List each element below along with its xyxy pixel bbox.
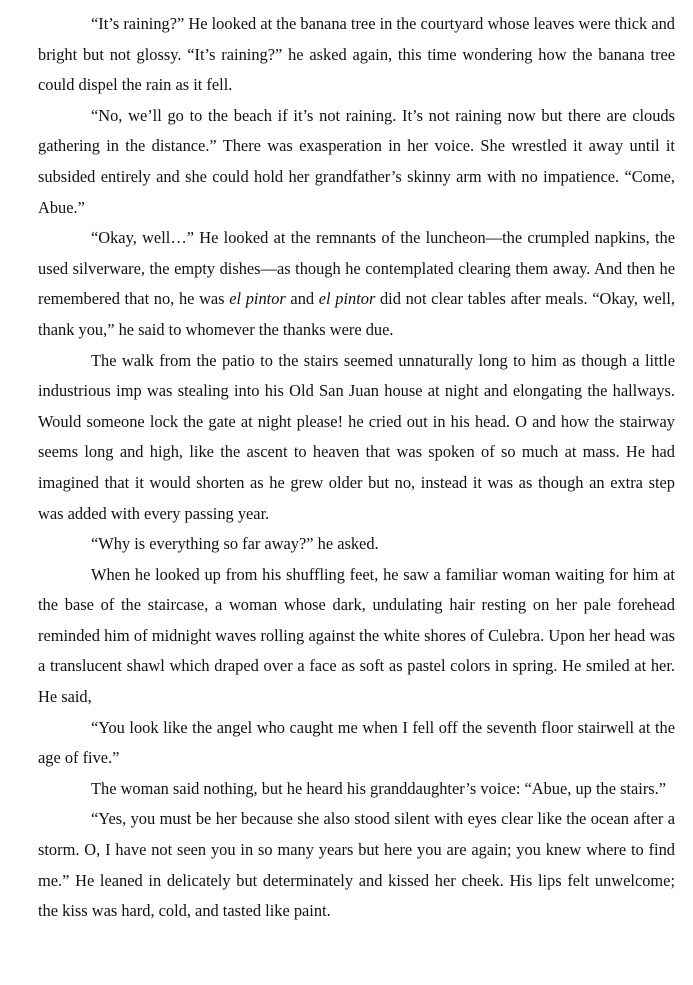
paragraph	[38, 713, 675, 774]
italic-text: el pintor	[318, 289, 376, 309]
text-run: The walk from the patio to the stairs seemed unnaturally long to him as though a little industrious imp was stealing into his Old San Juan house at night and elongating the hallways. Would someone lock the gate at night please! he cried out in his head. O and how the stairway seems long and high, like the ascent to heaven that was spoken of so much at mass. He had imagined that it would shorten as he grew older but no, instead it was as though an extra step was added with every passing year.	[38, 350, 675, 523]
paragraph	[38, 346, 675, 530]
text-run: “You look like the angel who caught me when I fell off the seventh floor stairwell at the age of five.”	[38, 717, 675, 768]
text-run: “Why is everything so far away?” he asked.	[91, 534, 379, 554]
text-run: When he looked up from his shuffling feet, he saw a familiar woman waiting for him at the base of the staircase, a woman whose dark, undulating hair resting on her pale forehead reminded him of midnight waves rolling against the white shores of Culebra. Upon her head was a translucent shawl which draped over a face as soft as pastel colors in spring. He smiled at her. He said,	[38, 564, 675, 707]
paragraph	[38, 223, 675, 345]
text-run: did not clear tables after meals. “Okay, well, thank you,” he said to whomever the thanks were due.	[38, 289, 676, 339]
paragraph	[38, 560, 675, 713]
paragraph	[38, 774, 675, 805]
paragraph	[38, 804, 675, 926]
text-run: “No, we’ll go to the beach if it’s not raining. It’s not raining now but there are clouds gathering in the distance.” There was exasperation in her voice. She wrestled it away until it subsided entirely and she could hold her grandfather’s skinny arm with no impatience. “Come, Abue.”	[38, 105, 675, 217]
paragraph	[38, 529, 675, 560]
text-run: “Okay, well…” He looked at the remnants of the luncheon—the crumpled napkins, the used silverware, the empty dishes—as though he contemplated clearing them away. And then he remembered that no, he was	[38, 228, 675, 309]
text-run: and	[285, 289, 319, 309]
paragraph	[38, 101, 675, 223]
paragraph	[38, 9, 675, 101]
text-run: “Yes, you must be her because she also stood silent with eyes clear like the ocean after a storm. O, I have not seen you in so many years but here you are again; you knew where to find me.” He leaned in delicately but determinately and kissed her cheek. His lips felt unwelcome; the kiss was hard, cold, and tasted like paint.	[38, 809, 675, 921]
body-text	[38, 9, 675, 927]
text-run: “It’s raining?” He looked at the banana tree in the courtyard whose leaves were thick and bright but not glossy. “It’s raining?” he asked again, this time wondering how the banana tree could dispel the rain as it fell.	[38, 14, 675, 95]
italic-text: el pintor	[229, 289, 286, 309]
text-run: The woman said nothing, but he heard his granddaughter’s voice: “Abue, up the stairs.”	[91, 778, 667, 798]
